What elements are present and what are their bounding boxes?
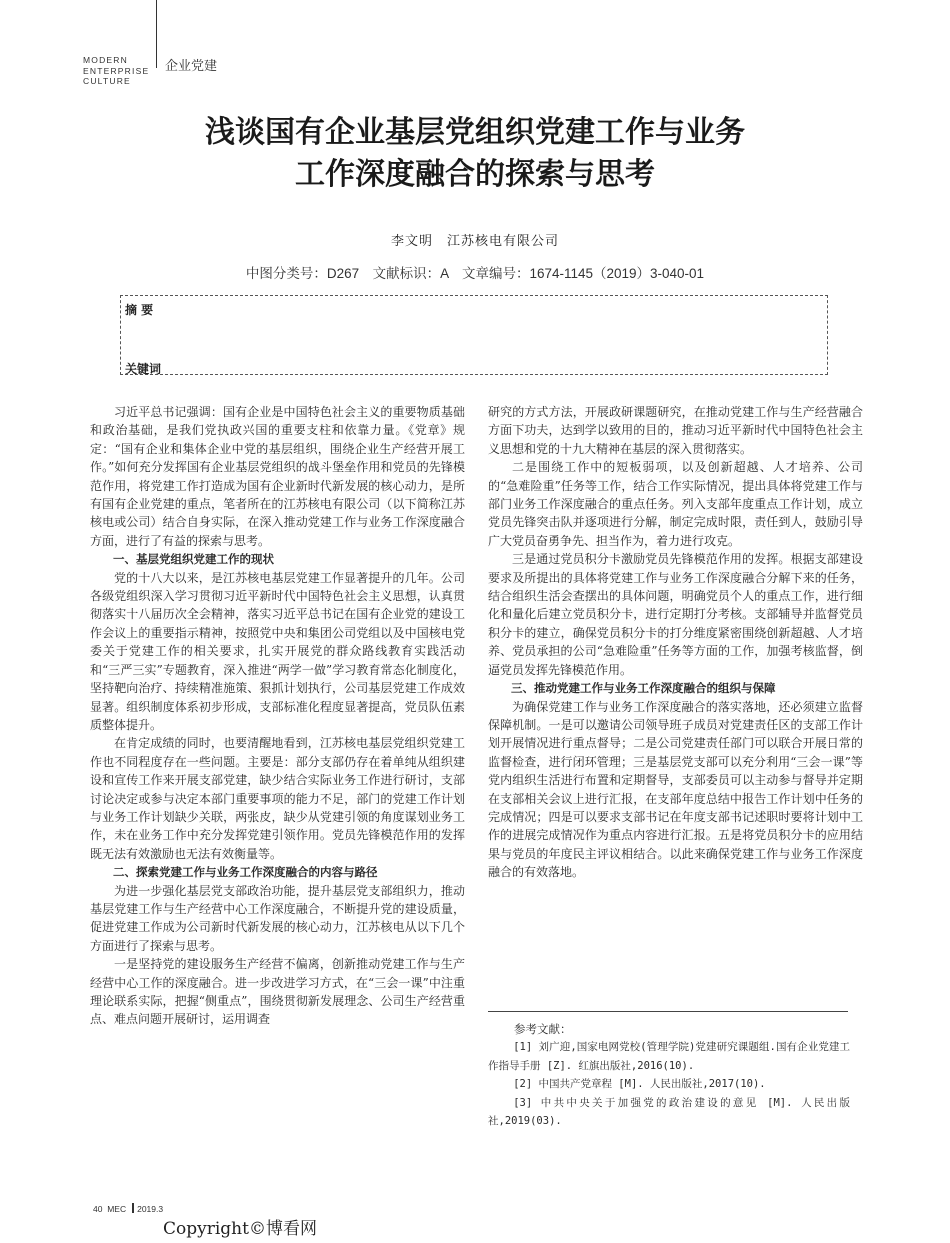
brand-line: CULTURE <box>83 76 131 86</box>
body-paragraph: 为确保党建工作与业务工作深度融合的落实落地，还必须建立监督保障机制。一是可以邀请公司领导班子成员对党建责任区的支部工作计划开展情况进行重点督导；二是公司党建责任部门可以联合开展日常的监督检查，进行闭环管理；三是基层党支部可以充分利用“三会一课”等党内组织生活进行布置和定期督导，支部委员可以主动参与督导并定期在支部相关会议上进行汇报，在支部年度总结中报告工作计划中任务的完成情况；四是可以要求支部书记在年度支部书记述职时要将计划中工作的进展完成情况作为重点内容进行汇报。五是将党员积分卡的应用结果与党员的年度民主评议相结合。以此来确保党建工作与业务工作深度融合的有效落地。 <box>488 699 863 880</box>
issue-number: 2019.3 <box>137 1204 164 1214</box>
keywords-label: 关键词 <box>125 362 162 376</box>
author-line: 李文明 江苏核电有限公司 <box>390 234 559 249</box>
header-divider <box>156 0 157 68</box>
title-line: 浅谈国有企业基层党组织党建工作与业务 <box>205 115 745 150</box>
brand-line: ENTERPRISE <box>83 65 150 76</box>
title-line: 工作深度融合的探索与思考 <box>295 157 655 192</box>
page-footer <box>93 1203 163 1214</box>
article-title <box>80 112 870 196</box>
classification-line: 中图分类号：D267 文献标识：A 文章编号：1674-1145（2019）3-040-01 <box>245 266 705 281</box>
reference-item: [2] 中国共产党章程 [M]. 人民出版社,2017(10). <box>513 1078 766 1091</box>
section-heading: 二、探索党建工作与业务工作深度融合的内容与路径 <box>113 865 378 880</box>
body-paragraph: 党的十八大以来，是江苏核电基层党建工作显著提升的几年。公司各级党组织深入学习贯彻习近平新时代中国特色社会主义思想，认真贯彻落实十八届历次全会精神，落实习近平总书记在国有企业党的建设工作会议上的重要指示精神，按照党中央和集团公司党组以及中国核电党委关于党建工作的相关要求，扎实开展党的群众路线教育实践活动和“三严三实”专题教育，深入推进“两学一做”学习教育常态化制度化，坚持靶向治疗、持续精准施策、狠抓计划执行，公司基层党建工作成效显著。组织制度体系初步形成，支部标准化程度显著提高，党员队伍素质整体提升。 <box>90 570 465 732</box>
copyright-watermark: Copyright©博看网 <box>163 1219 317 1239</box>
abstract-box <box>120 295 828 375</box>
brand-line: MODERN <box>83 55 128 65</box>
section-heading: 三、推动党建工作与业务工作深度融合的组织与保障 <box>511 681 776 696</box>
section-label: 企业党建 <box>165 59 218 74</box>
references-divider <box>488 1011 848 1012</box>
body-paragraph: 二是围绕工作中的短板弱项，以及创新超越、人才培养、公司的“急难险重”任务等工作，结合工作实际情况，提出具体将党建工作与部门业务工作深度融合的重点任务。列入支部年度重点工作计划，成立党员先锋突击队并逐项进行分解，制定完成时限，责任到人，鼓励引导广大党员奋勇争先、担当作为，着力进行攻克。 <box>488 460 863 548</box>
reference-item: [3] 中共中央关于加强党的政治建设的意见 [M]. 人民出版社,2019(03). <box>488 1096 850 1128</box>
body-paragraph: 一是坚持党的建设服务生产经营不偏离，创新推动党建工作与生产经营中心工作的深度融合。进一步改进学习方式，在“三会一课”中注重理论联系实际，把握“侧重点”，围绕贯彻新发展理念、公司生产经营重点、难点问题开展研讨，运用调查 <box>90 957 465 1027</box>
reference-item: [1] 刘广迎,国家电网党校(管理学院)党建研究课题组.国有企业党建工作指导手册 [Z]. 红旗出版社,2016(10). <box>488 1041 850 1072</box>
footer-bar <box>132 1203 134 1213</box>
body-paragraph: 习近平总书记强调：国有企业是中国特色社会主义的重要物质基础和政治基础，是我们党执政兴国的重要支柱和依靠力量。《党章》规定：“国有企业和集体企业中党的基层组织，围绕企业生产经营开展工作。”如何充分发挥国有企业基层党组织的战斗堡垒作用和党员的先锋模范作用，将党建工作打造成为国有企业新时代新发展的核心动力，是所有国有企业党建的重点，笔者所在的江苏核电有限公司（以下简称江苏核电或公司）结合自身实际，在深入推动党建工作与业务工作深度融合方面，进行了有益的探索与思考。 <box>90 405 465 548</box>
left-column <box>90 403 465 1029</box>
references <box>488 1020 850 1130</box>
right-column <box>488 403 863 882</box>
abstract-label: 摘 要 <box>125 303 154 317</box>
body-paragraph: 在肯定成绩的同时，也要清醒地看到，江苏核电基层党组织党建工作也不同程度存在一些问题。主要是：部分支部仍存在着单纯从组织建设和宣传工作来开展支部党建，缺少结合实际业务工作进行研讨，支部讨论决定或参与决定本部门重要事项的能力不足，部门的党建工作计划与业务工作计划缺少关联，两张皮，缺少从党建引领的角度谋划业务工作，未在业务工作中充分发挥党建引领作用。党员先锋模范作用的发挥既无法有效激励也无法有效衡量等。 <box>90 736 465 861</box>
body-paragraph: 三是通过党员积分卡激励党员先锋模范作用的发挥。根据支部建设要求及所提出的具体将党建工作与业务工作深度融合分解下来的任务，结合组织生活会查摆出的具体问题，明确党员个人的重点工作，进行细化和量化后建立党员积分卡，进行定期打分考核。支部辅导并监督党员积分卡的建立，确保党员积分卡的打分维度紧密围绕创新超越、人才培养、党员承担的公司“急难险重”任务等方面的工作，加强考核监督，倒逼党员发挥先锋模范作用。 <box>488 552 863 677</box>
references-title: 参考文献： <box>514 1022 572 1036</box>
body-paragraph: 研究的方式方法，开展政研课题研究，在推动党建工作与生产经营融合方面下功夫，达到学以致用的目的，推动习近平新时代中国特色社会主义思想和党的十九大精神在基层的深入贯彻落实。 <box>488 405 863 456</box>
page-number: 40 <box>93 1204 103 1214</box>
journal-abbrev: MEC <box>107 1204 127 1214</box>
body-paragraph: 为进一步强化基层党支部政治功能，提升基层党支部组织力，推动基层党建工作与生产经营中心工作深度融合，不断提升党的建设质量，促进党建工作成为公司新时代新发展的核心动力，江苏核电从以下几个方面进行了探索与思考。 <box>90 883 465 953</box>
journal-brand <box>83 55 149 87</box>
section-heading: 一、基层党组织党建工作的现状 <box>113 552 274 567</box>
